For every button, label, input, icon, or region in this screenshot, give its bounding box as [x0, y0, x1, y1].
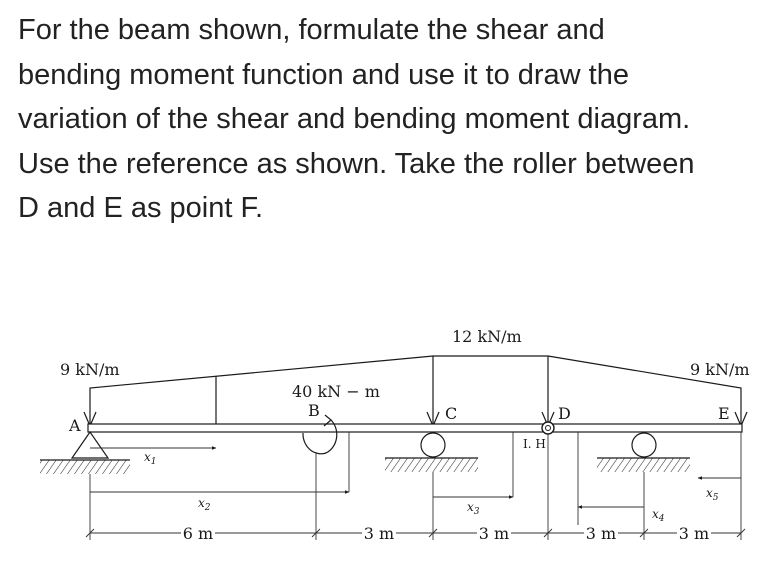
- dimension-ab: 6 m: [182, 524, 214, 543]
- x3-label: $x_3$: [467, 500, 480, 517]
- point-a-label: A: [69, 416, 81, 435]
- problem-line-2: bending moment function and use it to draw the: [18, 58, 629, 91]
- internal-hinge: [542, 422, 554, 434]
- dimension-cd: 3 m: [478, 524, 510, 543]
- middle-load-label: 12 kN/m: [452, 327, 522, 346]
- problem-line-1: For the beam shown, formulate the shear and: [18, 14, 605, 46]
- dimension-bc: 3 m: [363, 524, 395, 543]
- point-d-label: D: [558, 404, 571, 423]
- point-c-label: C: [445, 404, 458, 423]
- dimension-df: 3 m: [585, 524, 617, 543]
- problem-line-3: variation of the shear and bending moment diagram.: [18, 103, 691, 135]
- couple-label: 40 kN − m: [292, 382, 380, 401]
- dimension-labels: [181, 524, 711, 543]
- beam: [88, 424, 742, 432]
- right-load-label: 9 kN/m: [690, 360, 750, 379]
- problem-line-5: D and E as point F.: [18, 192, 264, 224]
- point-e-label: E: [718, 404, 730, 423]
- left-load-label: 9 kN/m: [60, 360, 120, 379]
- x2-label: $x_2$: [198, 496, 211, 513]
- distributed-load: [90, 356, 741, 424]
- x4-label: $x_4$: [652, 507, 665, 524]
- problem-line-4: Use the reference as shown. Take the roller between: [18, 147, 695, 180]
- roller-support-f: [597, 433, 690, 472]
- dimension-fe: 3 m: [678, 524, 710, 543]
- x5-label: $x_5$: [706, 486, 719, 503]
- hinge-label: I. H: [523, 437, 546, 451]
- couple-b: [303, 415, 337, 454]
- x1-label: $x_1$: [144, 450, 157, 467]
- point-b-label: B: [308, 401, 320, 420]
- roller-support-c: [385, 433, 478, 472]
- pin-support-a: [40, 432, 130, 474]
